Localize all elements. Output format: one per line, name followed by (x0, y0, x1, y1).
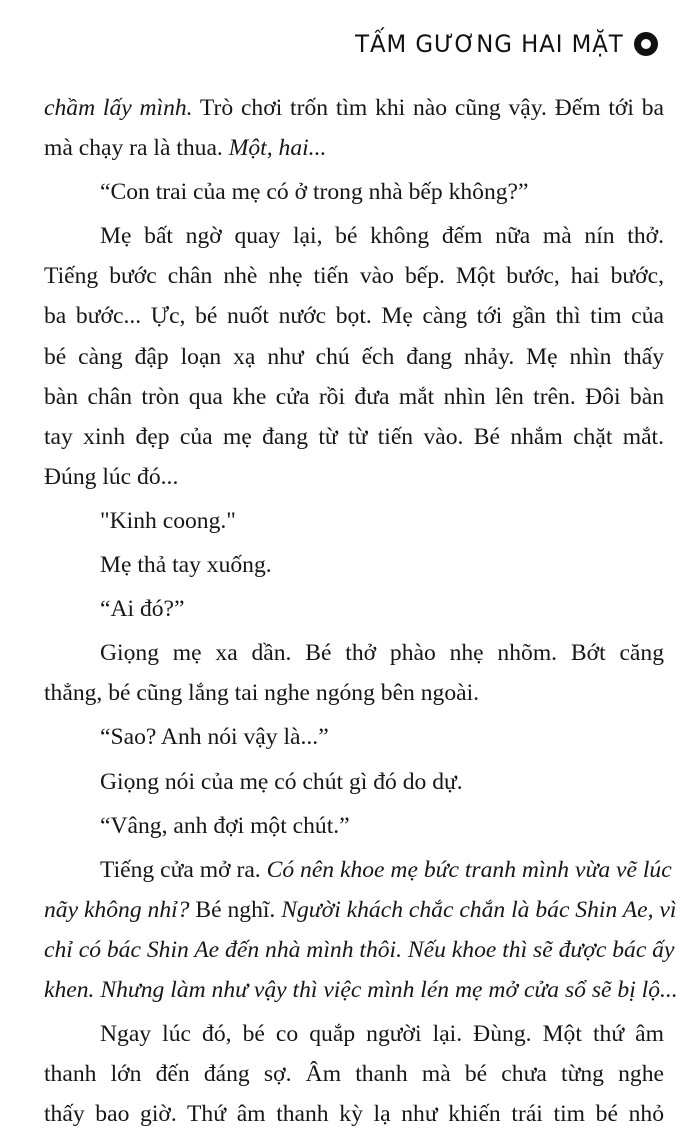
text-line: “Ai đó?” (100, 596, 185, 623)
running-header (341, 30, 660, 58)
text-line (44, 850, 672, 890)
text-line: chỉ có bác Shin Ae đến nhà mình thôi. Nếu khoe thì sẽ được bác ấy (44, 936, 675, 963)
text-line: “Con trai của mẹ có ở trong nhà bếp không?” (100, 179, 529, 206)
text-line: thấy bao giờ. Thứ âm thanh kỳ lạ như khiến trái tim bé nhỏ (44, 1101, 664, 1128)
mirror-emblem-icon (632, 30, 660, 58)
text-line: Tiếng bước chân nhè nhẹ tiến vào bếp. Một bước, hai bước, (44, 263, 664, 290)
text-line (44, 88, 664, 128)
text-line: “Sao? Anh nói vậy là...” (100, 724, 329, 751)
italic-phrase: Một, hai... (228, 135, 327, 162)
text-line: bàn chân tròn qua khe cửa rồi đưa mắt nhìn lên trên. Đôi bàn (44, 383, 664, 410)
text-line: Mẹ bất ngờ quay lại, bé không đếm nữa mà nín thở. (100, 223, 664, 250)
italic-phrase: Người khách chắc chắn là bác Shin Ae, vì (281, 896, 677, 923)
page-body (44, 88, 678, 1134)
text-line: bé càng đập loạn xạ như chú ếch đang nhảy. Mẹ nhìn thấy (44, 343, 664, 370)
text-span: Trò chơi trốn tìm khi nào cũng vậy. Đếm tới ba (192, 95, 664, 121)
italic-phrase: Có nên khoe mẹ bức tranh mình vừa vẽ lúc (266, 856, 672, 883)
text-line: "Kinh coong." (100, 507, 236, 534)
text-line: Mẹ thả tay xuống. (100, 552, 272, 579)
text-line: thẳng, bé cũng lắng tai nghe ngóng bên ngoài. (44, 680, 480, 707)
text-line: ba bước... Ực, bé nuốt nước bọt. Mẹ càng tới gần thì tim của (44, 303, 664, 330)
text-line: thanh lớn đến đáng sợ. Âm thanh mà bé chưa từng nghe (44, 1061, 664, 1088)
text-span: mà chạy ra là thua. (44, 135, 229, 162)
text-line: Giọng nói của mẹ có chút gì đó do dự. (100, 768, 463, 795)
text-line: “Vâng, anh đợi một chút.” (100, 812, 350, 839)
italic-phrase: chầm lấy mình. (44, 95, 193, 121)
text-line: Đúng lúc đó... (44, 463, 179, 490)
text-line: Ngay lúc đó, bé co quắp người lại. Đùng. Một thứ âm (100, 1021, 664, 1048)
text-line: Giọng mẹ xa dần. Bé thở phào nhẹ nhõm. Bớt căng (100, 640, 664, 667)
text-line (44, 128, 664, 168)
text-line (44, 890, 677, 930)
text-span: Bé nghĩ. (189, 896, 282, 923)
book-title: TẤM GƯƠNG HAI MẶT (355, 30, 624, 58)
text-span: Tiếng cửa mở ra. (100, 856, 267, 883)
italic-phrase: nãy không nhỉ? (44, 896, 190, 923)
text-line: khen. Nhưng làm như vậy thì việc mình lén mẹ mở cửa sổ sẽ bị lộ... (44, 976, 678, 1003)
text-line: tay xinh đẹp của mẹ đang từ từ tiến vào. Bé nhắm chặt mắt. (44, 423, 664, 450)
